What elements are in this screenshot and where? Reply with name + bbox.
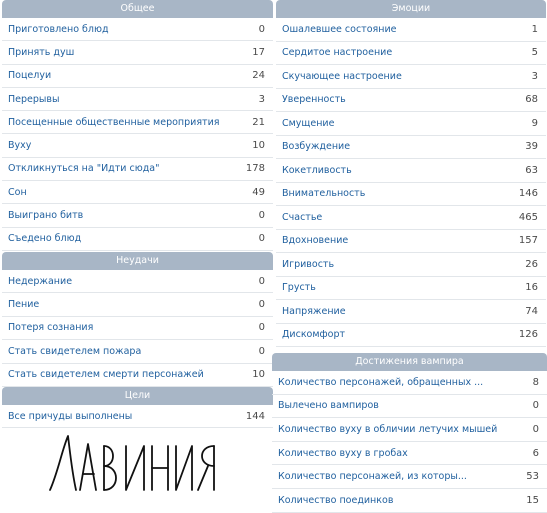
stat-value: 0 <box>258 275 265 287</box>
stat-label: Счастье <box>282 211 323 223</box>
stat-value: 0 <box>258 23 265 35</box>
stat-label: Скучающее настроение <box>282 70 402 82</box>
stat-label: Количество поединков <box>278 494 394 506</box>
stat-value: 8 <box>532 376 539 388</box>
stat-value: 74 <box>525 305 538 317</box>
stat-row <box>272 442 547 466</box>
stat-row <box>276 253 546 277</box>
stat-value: 17 <box>252 46 265 58</box>
stat-row <box>272 395 547 419</box>
stat-value: 24 <box>252 70 265 82</box>
vampire-header: Достижения вампира <box>272 353 547 371</box>
stat-label: Приготовлено блюд <box>8 23 109 35</box>
emotions-rows <box>276 18 546 347</box>
stat-value: 10 <box>252 369 265 381</box>
stat-label: Ошалевшее состояние <box>282 23 397 35</box>
stat-value: 26 <box>525 258 538 270</box>
stat-value: 0 <box>258 345 265 357</box>
stat-label: Кокетливость <box>282 164 352 176</box>
stat-row <box>2 204 273 227</box>
stat-label: Стать свидетелем пожара <box>8 345 142 357</box>
stat-value: 9 <box>531 117 538 129</box>
stat-label: Смущение <box>282 117 335 129</box>
stat-label: Съедено блюд <box>8 233 82 245</box>
stat-value: 39 <box>525 141 538 153</box>
stat-row <box>2 228 273 251</box>
stat-label: Все причуды выполнены <box>8 410 133 422</box>
stat-row <box>276 324 546 348</box>
stat-label: Вдохновение <box>282 235 349 247</box>
stat-label: Вылечено вампиров <box>278 400 379 412</box>
stat-row <box>2 405 273 428</box>
stat-row <box>272 489 547 513</box>
stat-label: Возбуждение <box>282 141 351 153</box>
stat-value: 53 <box>526 471 539 483</box>
stat-label: Дискомфорт <box>282 329 346 341</box>
stat-value: 0 <box>258 233 265 245</box>
stat-label: Игривость <box>282 258 335 270</box>
stat-row <box>2 88 273 111</box>
stat-value: 146 <box>518 188 538 200</box>
stat-row <box>276 89 546 113</box>
stat-row <box>276 277 546 301</box>
stat-label: Уверенность <box>282 94 346 106</box>
stat-label: Напряжение <box>282 305 346 317</box>
stat-label: Принять душ <box>8 46 75 58</box>
stat-label: Сердитое настроение <box>282 47 393 59</box>
stat-label: Вуху <box>8 140 32 152</box>
signature-handwritten <box>48 432 218 494</box>
vampire-panel <box>272 353 547 513</box>
stat-row <box>2 340 273 363</box>
stat-value: 3 <box>258 93 265 105</box>
stat-row <box>276 112 546 136</box>
stat-row <box>276 230 546 254</box>
stat-value: 21 <box>252 116 265 128</box>
stat-value: 157 <box>518 235 538 247</box>
stat-label: Выиграно битв <box>8 210 84 222</box>
general-panel <box>2 0 273 251</box>
stat-label: Количество персонажей, обращенных ... <box>278 376 484 388</box>
stat-value: 3 <box>531 70 538 82</box>
stat-label: Стать свидетелем смерти персонажей <box>8 369 204 381</box>
stat-row <box>2 270 273 293</box>
goals-rows <box>2 405 273 428</box>
emotions-panel <box>276 0 546 347</box>
stat-row <box>276 300 546 324</box>
stat-row <box>2 65 273 88</box>
stat-row <box>2 158 273 181</box>
stat-row <box>2 317 273 340</box>
stat-value: 68 <box>525 94 538 106</box>
stat-label: Количество персонажей, из которы... <box>278 471 467 483</box>
stat-value: 49 <box>252 186 265 198</box>
stat-row <box>2 18 273 41</box>
stat-row <box>272 371 547 395</box>
stat-row <box>276 159 546 183</box>
stat-row <box>276 42 546 66</box>
general-rows <box>2 18 273 251</box>
stat-row <box>2 364 273 387</box>
general-header: Общее <box>2 0 273 18</box>
emotions-header: Эмоции <box>276 0 546 18</box>
stat-label: Количество вуху в гробах <box>278 447 408 459</box>
stat-row <box>276 65 546 89</box>
vampire-rows <box>272 371 547 513</box>
stat-label: Пение <box>8 299 40 311</box>
stat-row <box>2 41 273 64</box>
stat-row <box>276 183 546 207</box>
stat-value: 0 <box>258 322 265 334</box>
stat-row <box>276 206 546 230</box>
stat-value: 5 <box>531 47 538 59</box>
stat-label: Количество вуху в обличии летучих мышей <box>278 423 498 435</box>
stat-row <box>276 136 546 160</box>
goals-panel <box>2 387 273 428</box>
stat-value: 15 <box>526 494 539 506</box>
failures-header: Неудачи <box>2 252 273 270</box>
stat-value: 16 <box>525 282 538 294</box>
stat-label: Сон <box>8 186 27 198</box>
stat-row <box>2 134 273 157</box>
stat-label: Потеря сознания <box>8 322 94 334</box>
stat-row <box>272 465 547 489</box>
stat-label: Поцелуи <box>8 70 52 82</box>
stat-row <box>2 111 273 134</box>
stat-label: Посещенные общественные мероприятия <box>8 116 220 128</box>
stat-value: 0 <box>532 423 539 435</box>
stat-value: 178 <box>245 163 265 175</box>
stat-value: 1 <box>531 23 538 35</box>
failures-rows <box>2 270 273 387</box>
failures-panel <box>2 252 273 387</box>
stat-label: Грусть <box>282 282 316 294</box>
stat-row <box>276 18 546 42</box>
stat-value: 0 <box>258 299 265 311</box>
stat-label: Внимательность <box>282 188 366 200</box>
stat-value: 10 <box>252 140 265 152</box>
stat-row <box>2 181 273 204</box>
stat-value: 0 <box>258 210 265 222</box>
stat-value: 63 <box>525 164 538 176</box>
stat-value: 126 <box>518 329 538 341</box>
stat-label: Перерывы <box>8 93 60 105</box>
stat-value: 6 <box>532 447 539 459</box>
stat-row <box>272 418 547 442</box>
goals-header: Цели <box>2 387 273 405</box>
stat-value: 0 <box>532 400 539 412</box>
stat-label: Откликнуться на "Идти сюда" <box>8 163 160 175</box>
stat-row <box>2 293 273 316</box>
stat-value: 144 <box>245 410 265 422</box>
stat-label: Недержание <box>8 275 73 287</box>
stat-value: 465 <box>518 211 538 223</box>
